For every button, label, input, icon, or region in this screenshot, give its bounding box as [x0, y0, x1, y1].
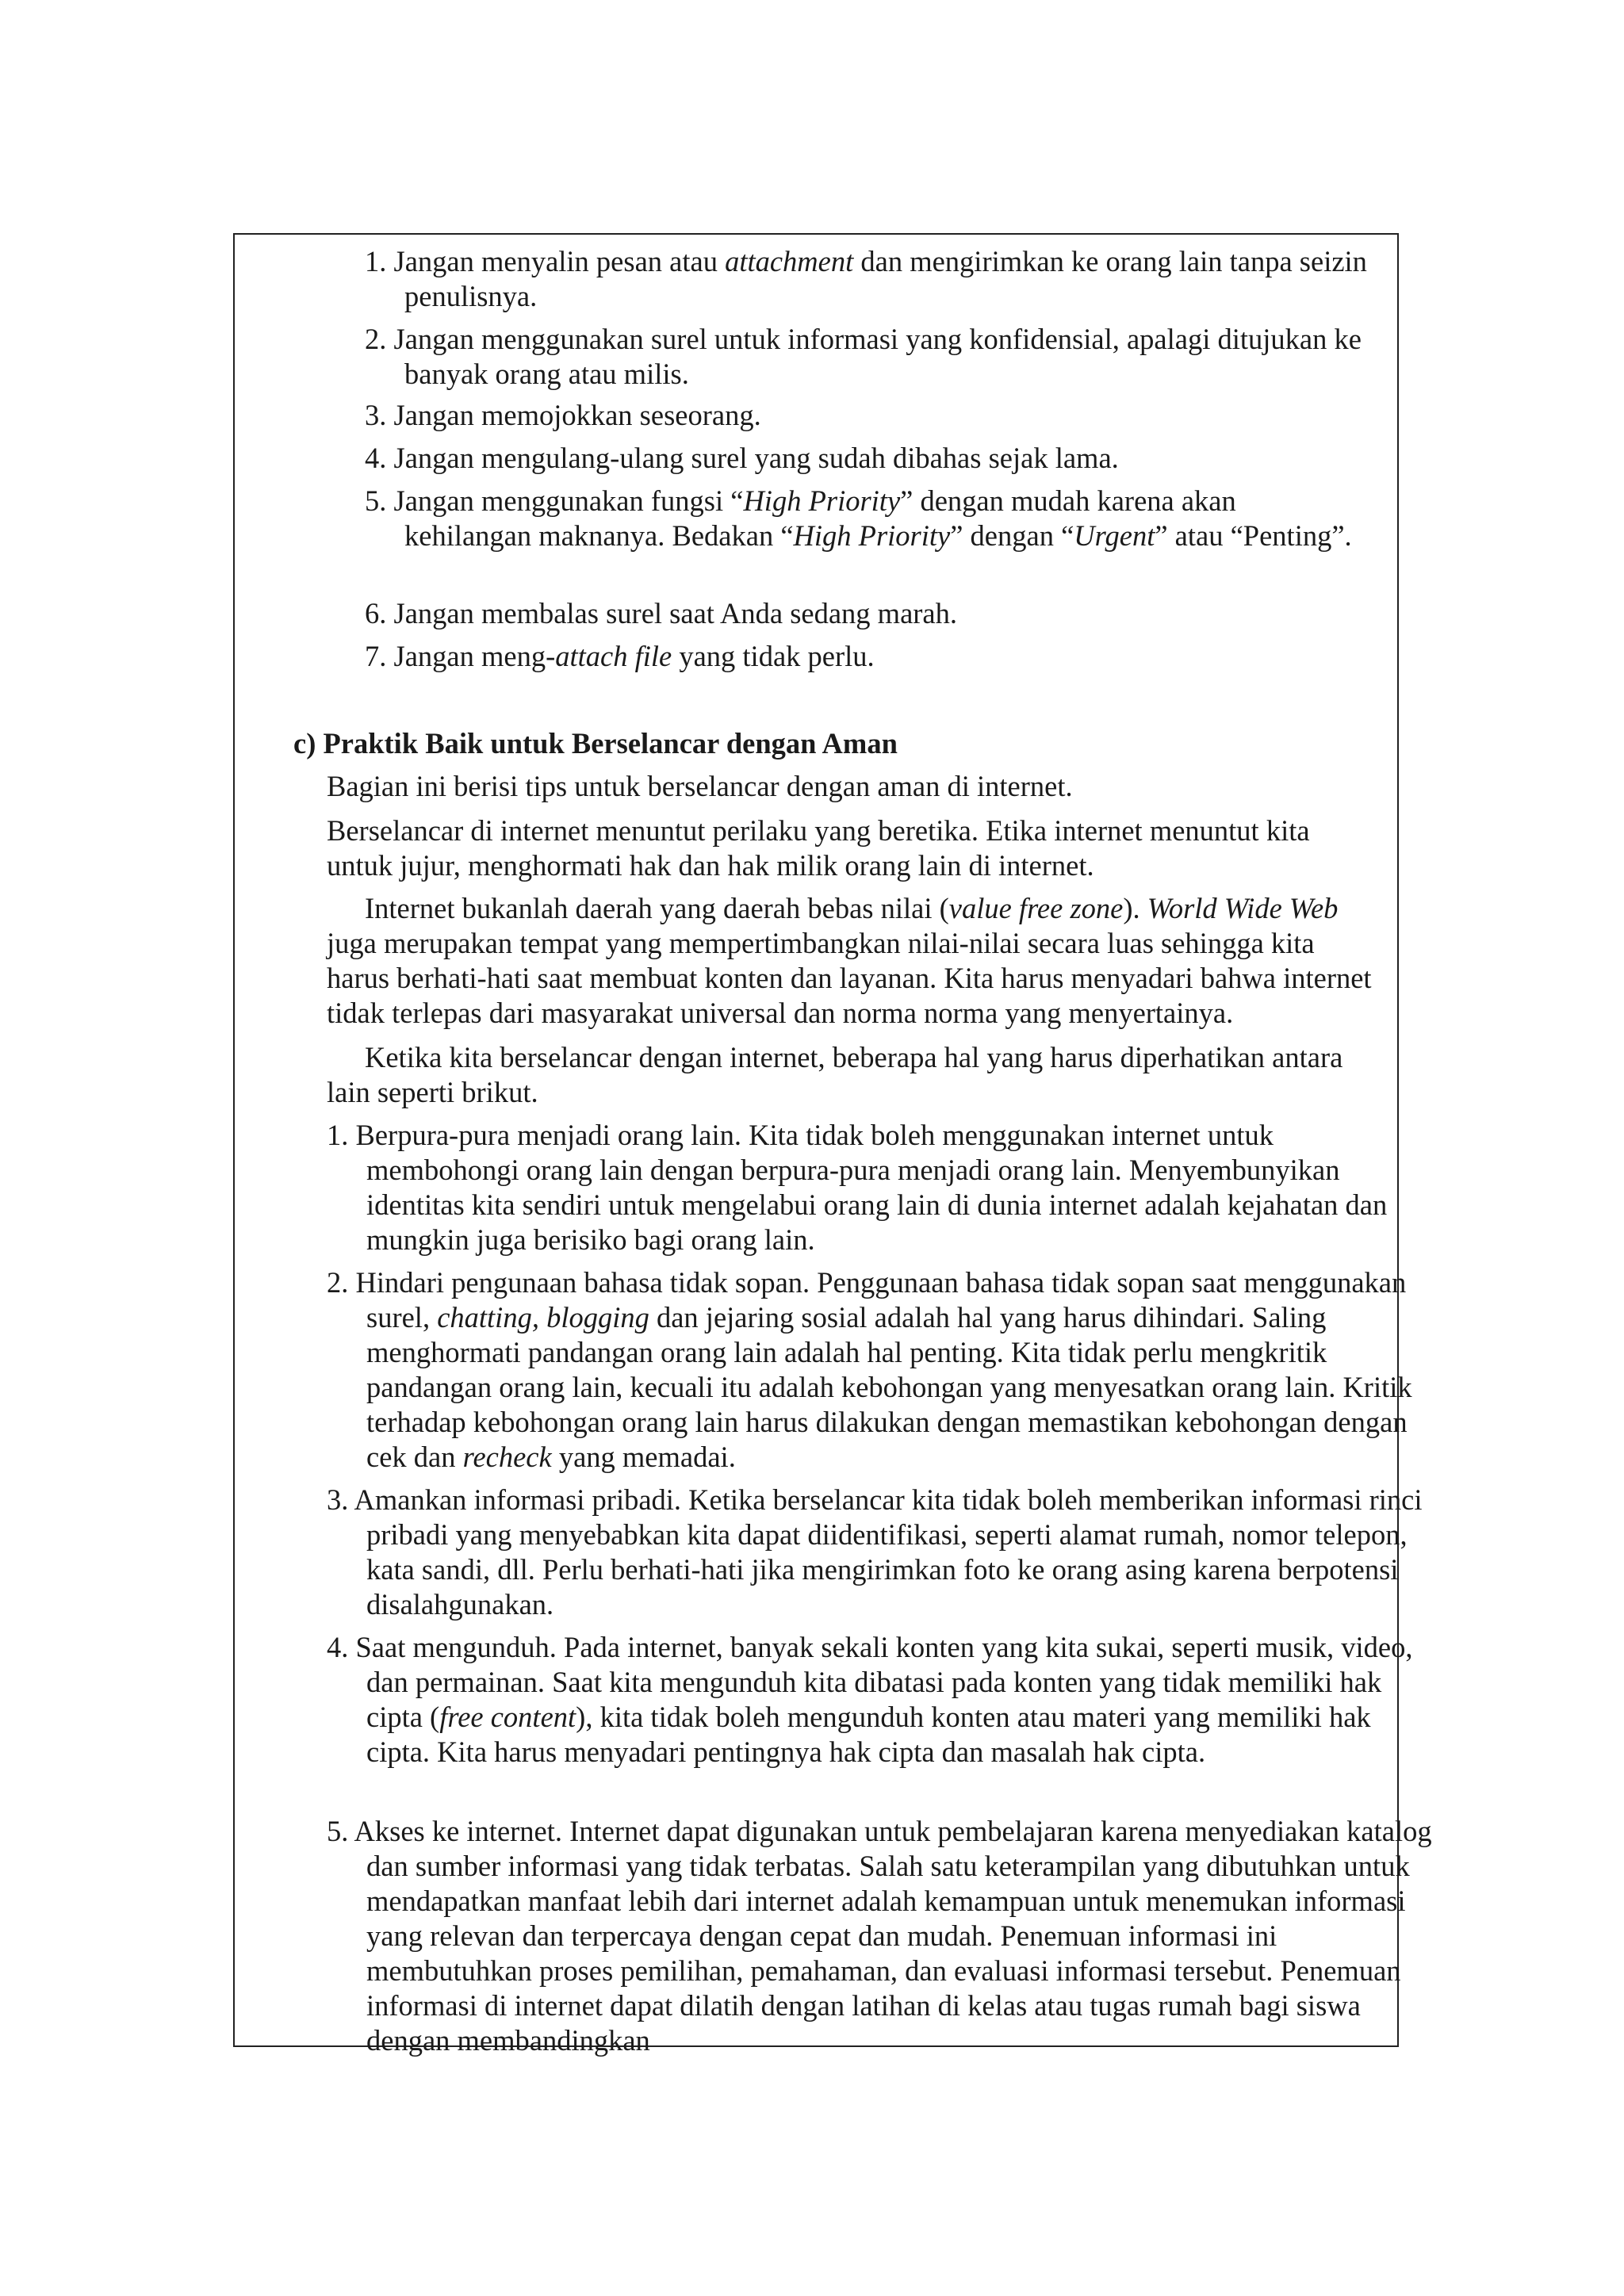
- paragraph: Bagian ini berisi tips untuk berselancar dengan aman di internet.: [327, 770, 1073, 802]
- list-item: 3. Jangan memojokkan seseorang.: [365, 399, 761, 431]
- list-item: 1. Berpura-pura menjadi orang lain. Kita tidak boleh menggunakan internet untuk membohongi orang lain dengan berpura-pura menjadi orang lain. Menyembunyikan identitas kita sendiri untuk mengelabui orang lain di dunia internet adalah kejahatan dan mungkin juga berisiko bagi orang lain.: [327, 1119, 1388, 1256]
- list-item: 2. Hindari pengunaan bahasa tidak sopan. Penggunaan bahasa tidak sopan saat menggunakan surel, chatting, blogging dan jejaring sosial adalah hal yang harus dihindari. Saling menghormati pandangan orang lain adalah hal penting. Kita tidak perlu mengkritik pandangan orang lain, kecuali itu adalah kebohongan yang menyesatkan orang lain. Kritik terhadap kebohongan orang lain harus dilakukan dengan memastikan kebohongan dengan cek dan recheck yang memadai.: [327, 1266, 1412, 1473]
- paragraph: Ketika kita berselancar dengan internet, beberapa hal yang harus diperhatikan antara lain seperti brikut.: [327, 1041, 1343, 1108]
- list-item: 4. Saat mengunduh. Pada internet, banyak sekali konten yang kita sukai, seperti musik, video, dan permainan. Saat kita mengunduh kita dibatasi pada konten yang tidak memiliki hak cipta (free content), kita tidak boleh mengunduh konten atau materi yang memiliki hak cipta. Kita harus menyadari pentingnya hak cipta dan masalah hak cipta.: [327, 1631, 1413, 1768]
- list-item: 6. Jangan membalas surel saat Anda sedang marah.: [365, 597, 958, 629]
- paragraph: Berselancar di internet menuntut perilaku yang beretika. Etika internet menuntut kita untuk jujur, menghormati hak dan hak milik orang lain di internet.: [327, 814, 1310, 882]
- list-item: 5. Akses ke internet. Internet dapat digunakan untuk pembelajaran karena menyediakan katalog dan sumber informasi yang tidak terbatas. Salah satu keterampilan yang dibutuhkan untuk mendapatkan manfaat lebih dari internet adalah kemampuan untuk menemukan informasi yang relevan dan terpercaya dengan cepat dan mudah. Penemuan informasi ini membutuhkan proses pemilihan, pemahaman, dan evaluasi informasi tersebut. Penemuan informasi di internet dapat dilatih dengan latihan di kelas atau tugas rumah bagi siswa dengan membandingkan: [327, 1815, 1432, 2057]
- list-item: 5. Jangan menggunakan fungsi “High Priority” dengan mudah karena akan kehilangan maknanya. Bedakan “High Priority” dengan “Urgent” atau “Penting”.: [365, 484, 1352, 552]
- list-item: 3. Amankan informasi pribadi. Ketika berselancar kita tidak boleh memberikan informasi rinci pribadi yang menyebabkan kita dapat diidentifikasi, seperti alamat rumah, nomor telepon, kata sandi, dll. Perlu berhati-hati jika mengirimkan foto ke orang asing karena berpotensi disalahgunakan.: [327, 1483, 1423, 1621]
- list-item: 4. Jangan mengulang-ulang surel yang sudah dibahas sejak lama.: [365, 442, 1119, 474]
- list-item: 2. Jangan menggunakan surel untuk informasi yang konfidensial, apalagi ditujukan ke banyak orang atau milis.: [365, 323, 1362, 390]
- list-item: 1. Jangan menyalin pesan atau attachment dan mengirimkan ke orang lain tanpa seizin penulisnya.: [365, 245, 1367, 312]
- paragraph: Internet bukanlah daerah yang daerah bebas nilai (value free zone). World Wide Web juga merupakan tempat yang mempertimbangkan nilai-nilai secara luas sehingga kita harus berhati-hati saat membuat konten dan layanan. Kita harus menyadari bahwa internet tidak terlepas dari masyarakat universal dan norma norma yang menyertainya.: [327, 892, 1372, 1029]
- section-heading: c) Praktik Baik untuk Berselancar dengan Aman: [293, 727, 898, 760]
- list-item: 7. Jangan meng-attach file yang tidak perlu.: [365, 640, 875, 672]
